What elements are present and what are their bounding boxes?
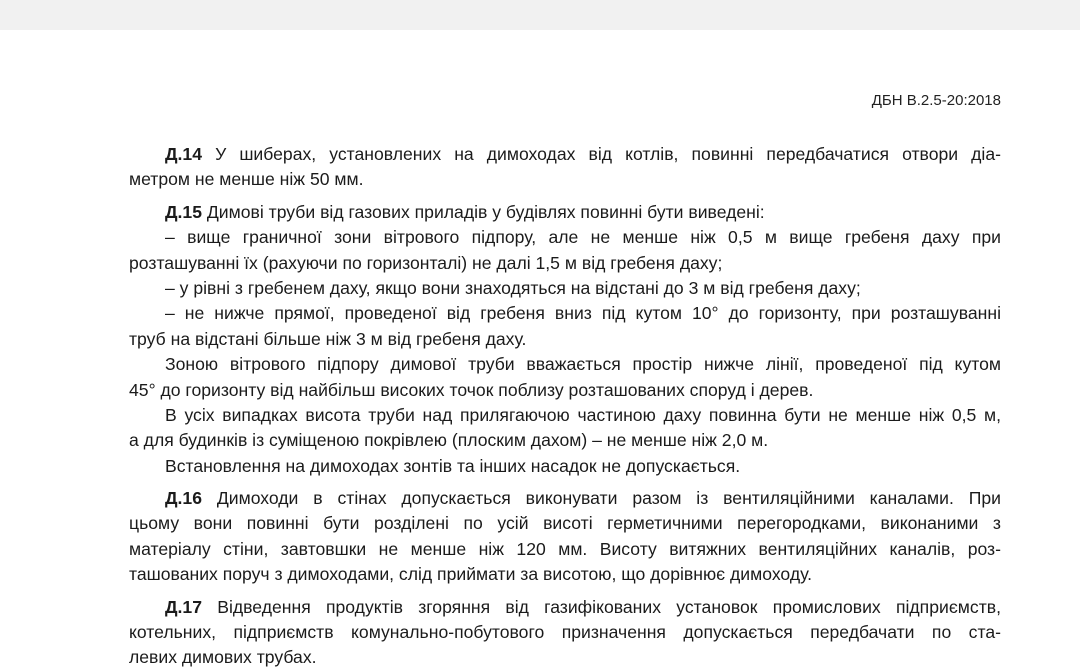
paragraph-d15-line: Д.15 Димові труби від газових приладів у будівлях повинні бути виведені: [165, 201, 765, 222]
paragraph-d16-line: матеріалу стіни, завтовшки не менше ніж 120 мм. Висоту витяжних вентиляційних каналів, роз- [129, 538, 1001, 559]
paragraph-d15-line: – у рівні з гребенем даху, якщо вони знаходяться на відстані до 3 м від гребеня даху; [165, 277, 861, 298]
paragraph-d14-line: метром не менше ніж 50 мм. [129, 169, 364, 190]
paragraph-d16-line: ташованих поруч з димоходами, слід приймати за висотою, що дорівнює димоходу. [129, 564, 813, 585]
section-number-d14: Д.14 [165, 144, 202, 164]
document-body [129, 142, 1001, 670]
paragraph-d17-line: Д.17 Відведення продуктів згоряння від газифікованих установок промислових підприємств, [165, 596, 1001, 617]
paragraph-d17-line: котельних, підприємств комунально-побутового призначення допускається передбачати по ста- [129, 622, 1001, 643]
paragraph-d14-line: Д.14 У шиберах, установлених на димоходах від котлів, повинні передбачатися отвори діа- [165, 144, 1001, 164]
section-number-d16: Д.16 [165, 488, 202, 509]
paragraph-d15-line: В усіх випадках висота труби над прилягаючою частиною даху повинна бути не менше ніж 0,5 м, [165, 404, 1001, 425]
section-number-d17: Д.17 [165, 596, 202, 617]
paragraph-d15-line: а для будинків із суміщеною покрівлею (плоским дахом) – не менше ніж 2,0 м. [129, 430, 769, 451]
document-code: ДБН В.2.5-20:2018 [871, 92, 1001, 109]
paragraph-d15-line: Встановлення на димоходах зонтів та інших насадок не допускається. [165, 455, 741, 476]
section-number-d15: Д.15 [165, 201, 202, 222]
paragraph-d16-line: Д.16 Димоходи в стінах допускається виконувати разом із вентиляційними каналами. При [165, 488, 1001, 509]
document-page [0, 30, 1080, 670]
paragraph-d16-line: цьому вони повинні бути розділені по усій висоті герметичними перегородками, виконаними з [129, 513, 1001, 534]
paragraph-d15-line: розташуванні їх (рахуючи по горизонталі) не далі 1,5 м від гребеня даху; [129, 252, 723, 273]
paragraph-d15-line: Зоною вітрового підпору димової труби вважається простір нижче лінії, проведеної під кутом [165, 354, 1001, 375]
paragraph-d15-line: – не нижче прямої, проведеної від гребеня вниз під кутом 10° до горизонту, при розташуванні [165, 303, 1001, 324]
paragraph-d15-line: труб на відстані більше ніж 3 м від гребеня даху. [129, 328, 527, 349]
paragraph-d15-line: – вище граничної зони вітрового підпору, але не менше ніж 0,5 м вище гребеня даху при [165, 227, 1001, 248]
paragraph-d15-line: 45° до горизонту від найбільш високих точок поблизу розташованих споруд і дерев. [129, 379, 814, 400]
paragraph-d17-line: левих димових трубах. [129, 647, 317, 668]
